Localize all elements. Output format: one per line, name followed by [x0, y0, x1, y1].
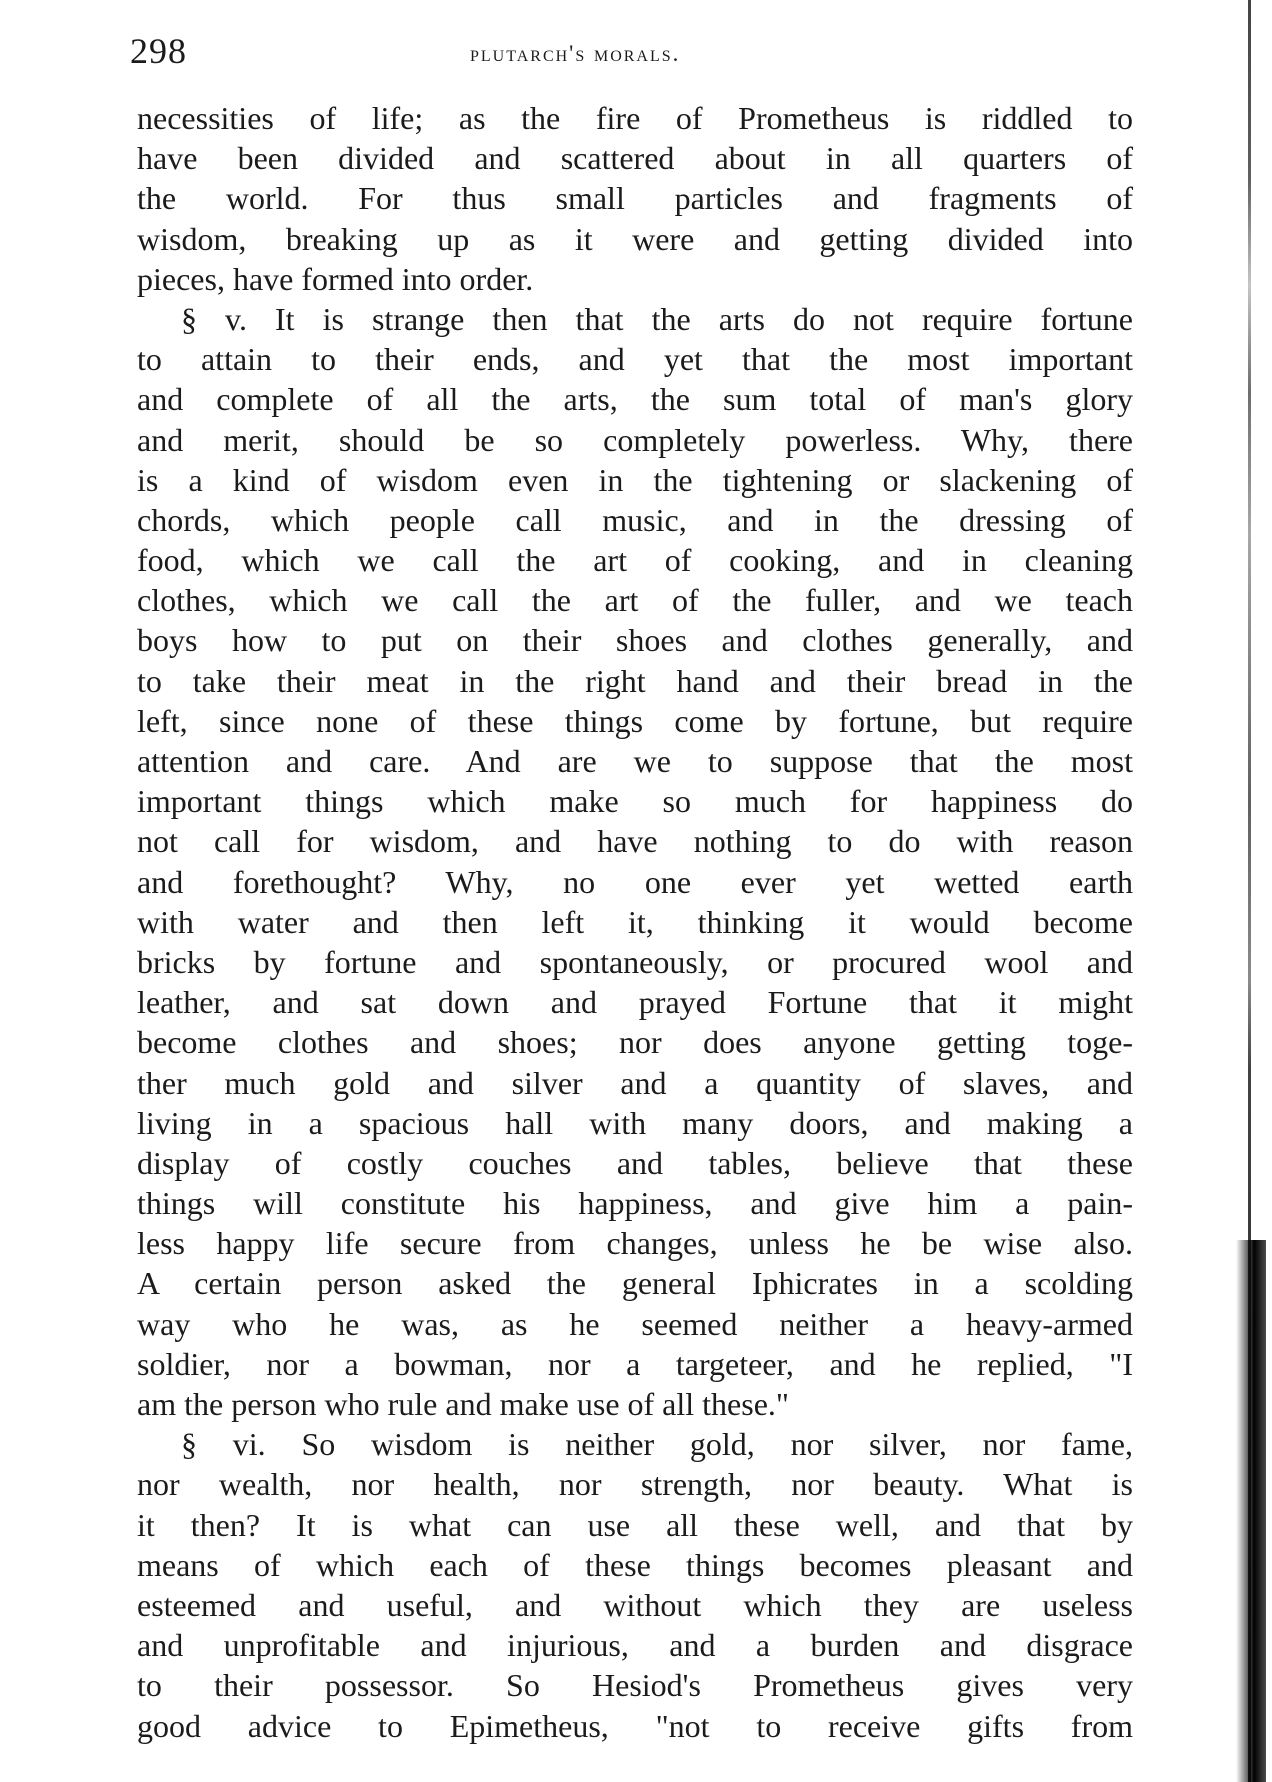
text-line: necessities of life; as the fire of Prometheus is riddled to	[137, 100, 1133, 136]
text-line: to take their meat in the right hand and their bread in the	[137, 662, 1133, 699]
page-edge-shadow	[1232, 0, 1272, 1782]
text-line: to attain to their ends, and yet that the most important	[137, 341, 1133, 378]
running-head: plutarch's morals.	[470, 41, 681, 66]
text-line: bricks by fortune and spontaneously, or procured wool and	[137, 943, 1133, 980]
text-line: leather, and sat down and prayed Fortune that it might	[137, 984, 1133, 1021]
text-line: have been divided and scattered about in all quarters of	[137, 140, 1133, 177]
section-vi-start: § vi. So wisdom is neither gold, nor silver, nor fame,	[181, 1426, 1133, 1463]
text-line: things will constitute his happiness, and give him a pain-	[137, 1185, 1133, 1222]
text-line: soldier, nor a bowman, nor a targeteer, and he replied, "I	[137, 1345, 1133, 1382]
text-line: boys how to put on their shoes and clothes generally, and	[137, 622, 1133, 659]
text-line: and complete of all the arts, the sum total of man's glory	[137, 381, 1133, 418]
text-line: ther much gold and silver and a quantity of slaves, and	[137, 1064, 1133, 1101]
text-line: attention and care. And are we to suppose that the most	[137, 743, 1133, 779]
text-line: display of costly couches and tables, believe that these	[137, 1144, 1133, 1181]
scan-shadow	[1236, 1240, 1266, 1782]
text-line: become clothes and shoes; nor does anyone getting toge-	[137, 1024, 1133, 1061]
text-line: to their possessor. So Hesiod's Prometheus gives very	[137, 1667, 1133, 1704]
text-line: am the person who rule and make use of all these."	[137, 1386, 789, 1422]
text-line: and forethought? Why, no one ever yet wetted earth	[137, 863, 1133, 900]
text-line: and merit, should be so completely powerless. Why, there	[137, 421, 1133, 458]
text-line: A certain person asked the general Iphicrates in a scolding	[137, 1265, 1133, 1302]
text-line: left, since none of these things come by fortune, but require	[137, 702, 1133, 739]
text-line: the world. For thus small particles and fragments of	[137, 180, 1133, 217]
page-header	[130, 26, 1130, 76]
text-line: way who he was, as he seemed neither a heavy-armed	[137, 1305, 1133, 1342]
text-line: esteemed and useful, and without which they are useless	[137, 1586, 1133, 1623]
text-line: it then? It is what can use all these well, and that by	[137, 1506, 1133, 1543]
text-line: important things which make so much for happiness do	[137, 783, 1133, 820]
text-line: food, which we call the art of cooking, and in cleaning	[137, 542, 1133, 579]
text-line: means of which each of these things becomes pleasant and	[137, 1546, 1133, 1583]
text-line: pieces, have formed into order.	[137, 260, 534, 297]
text-line: wisdom, breaking up as it were and getting divided into	[137, 220, 1133, 257]
text-line: with water and then left it, thinking it would become	[137, 903, 1133, 940]
text-line: is a kind of wisdom even in the tightening or slackening of	[137, 461, 1133, 498]
text-line: less happy life secure from changes, unless he be wise also.	[137, 1225, 1133, 1262]
page-number: 298	[130, 31, 187, 71]
body-text	[137, 98, 1133, 1746]
text-line: good advice to Epimetheus, "not to receive gifts from	[137, 1707, 1133, 1744]
text-line: not call for wisdom, and have nothing to do with reason	[137, 823, 1133, 860]
text-line: and unprofitable and injurious, and a burden and disgrace	[137, 1627, 1133, 1664]
text-line: living in a spacious hall with many doors, and making a	[137, 1104, 1133, 1141]
section-v-start: § v. It is strange then that the arts do not require fortune	[181, 300, 1133, 337]
text-line: clothes, which we call the art of the fuller, and we teach	[137, 582, 1133, 619]
text-line: chords, which people call music, and in the dressing of	[137, 501, 1133, 538]
text-line: nor wealth, nor health, nor strength, nor beauty. What is	[137, 1466, 1133, 1503]
